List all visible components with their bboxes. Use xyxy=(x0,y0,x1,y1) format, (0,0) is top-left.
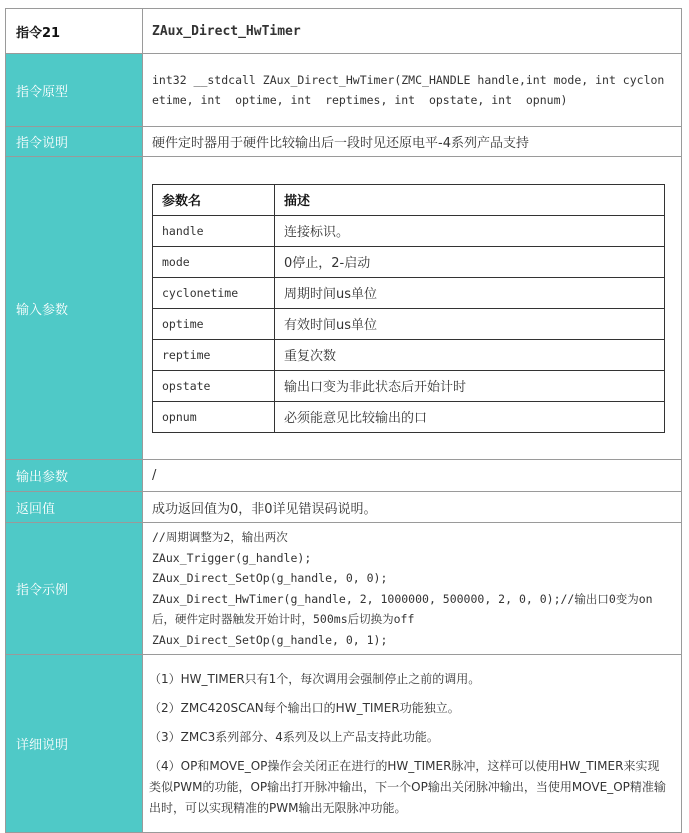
param-name: handle xyxy=(153,215,275,246)
inputs-label: 输入参数 xyxy=(6,157,143,460)
returns-label: 返回值 xyxy=(6,492,143,523)
param-desc: 重复次数 xyxy=(275,339,665,370)
detail-item: （4）OP和MOVE_OP操作会关闭正在进行的HW_TIMER脉冲，这样可以使用HW_TIMER来实现类似PWM的功能，OP输出打开脉冲输出，下一个OP输出关闭脉冲输出，当使用MOVE_OP精准输出时，可以实现精准的PWM输出无限脉冲功能。 xyxy=(149,758,666,815)
param-desc: 输出口变为非此状态后开始计时 xyxy=(275,370,665,401)
example-line: ZAux_Direct_SetOp(g_handle, 0, 1); xyxy=(152,632,388,647)
outputs-label: 输出参数 xyxy=(6,460,143,492)
param-name: mode xyxy=(153,246,275,277)
params-col-name: 参数名 xyxy=(153,184,275,215)
example-line: ZAux_Direct_HwTimer(g_handle, 2, 1000000, 500000, 2, 0, 0);//输出口0变为on后，硬件定时器触发开始计时，500ms后切换为off xyxy=(152,591,653,626)
param-row xyxy=(153,339,665,370)
description-row xyxy=(6,127,682,157)
param-name: opnum xyxy=(153,401,275,432)
param-desc: 0停止，2-启动 xyxy=(275,246,665,277)
example-label: 指令示例 xyxy=(6,523,143,655)
outputs-text: / xyxy=(143,460,682,492)
example-row xyxy=(6,523,682,655)
header-row xyxy=(6,9,682,54)
command-title: ZAux_Direct_HwTimer xyxy=(143,9,682,54)
params-table xyxy=(152,184,665,433)
prototype-label: 指令原型 xyxy=(6,54,143,127)
api-doc-table xyxy=(5,8,682,833)
inputs-row xyxy=(6,157,682,460)
param-row xyxy=(153,277,665,308)
param-name: reptime xyxy=(153,339,275,370)
param-desc: 必须能意见比较输出的口 xyxy=(275,401,665,432)
details-row xyxy=(6,655,682,833)
outputs-row xyxy=(6,460,682,492)
example-line: ZAux_Direct_SetOp(g_handle, 0, 0); xyxy=(152,571,388,585)
param-row xyxy=(153,370,665,401)
param-row xyxy=(153,401,665,432)
description-label: 指令说明 xyxy=(6,127,143,157)
prototype-text: int32 __stdcall ZAux_Direct_HwTimer(ZMC_HANDLE handle,int mode, int cyclonetime, int optime, int reptimes, int opstate, int opnum) xyxy=(152,72,665,107)
returns-row xyxy=(6,492,682,523)
param-desc: 有效时间us单位 xyxy=(275,308,665,339)
command-number: 指令21 xyxy=(6,9,143,54)
returns-text: 成功返回值为0，非0详见错误码说明。 xyxy=(143,492,682,523)
param-row xyxy=(153,215,665,246)
params-col-desc: 描述 xyxy=(275,184,665,215)
prototype-row xyxy=(6,54,682,127)
description-text: 硬件定时器用于硬件比较输出后一段时见还原电平-4系列产品支持 xyxy=(143,127,682,157)
param-desc: 连接标识。 xyxy=(275,215,665,246)
detail-item: （2）ZMC420SCAN每个输出口的HW_TIMER功能独立。 xyxy=(149,700,460,715)
param-desc: 周期时间us单位 xyxy=(275,277,665,308)
details-label: 详细说明 xyxy=(6,655,143,833)
param-row xyxy=(153,308,665,339)
detail-item: （1）HW_TIMER只有1个，每次调用会强制停止之前的调用。 xyxy=(149,671,481,686)
example-code xyxy=(152,527,671,650)
param-name: opstate xyxy=(153,370,275,401)
param-name: optime xyxy=(153,308,275,339)
param-name: cyclonetime xyxy=(153,277,275,308)
example-line: //周期调整为2，输出两次 xyxy=(152,530,288,544)
example-line: ZAux_Trigger(g_handle); xyxy=(152,550,312,565)
detail-item: （3）ZMC3系列部分、4系列及以上产品支持此功能。 xyxy=(149,729,439,744)
param-row xyxy=(153,246,665,277)
